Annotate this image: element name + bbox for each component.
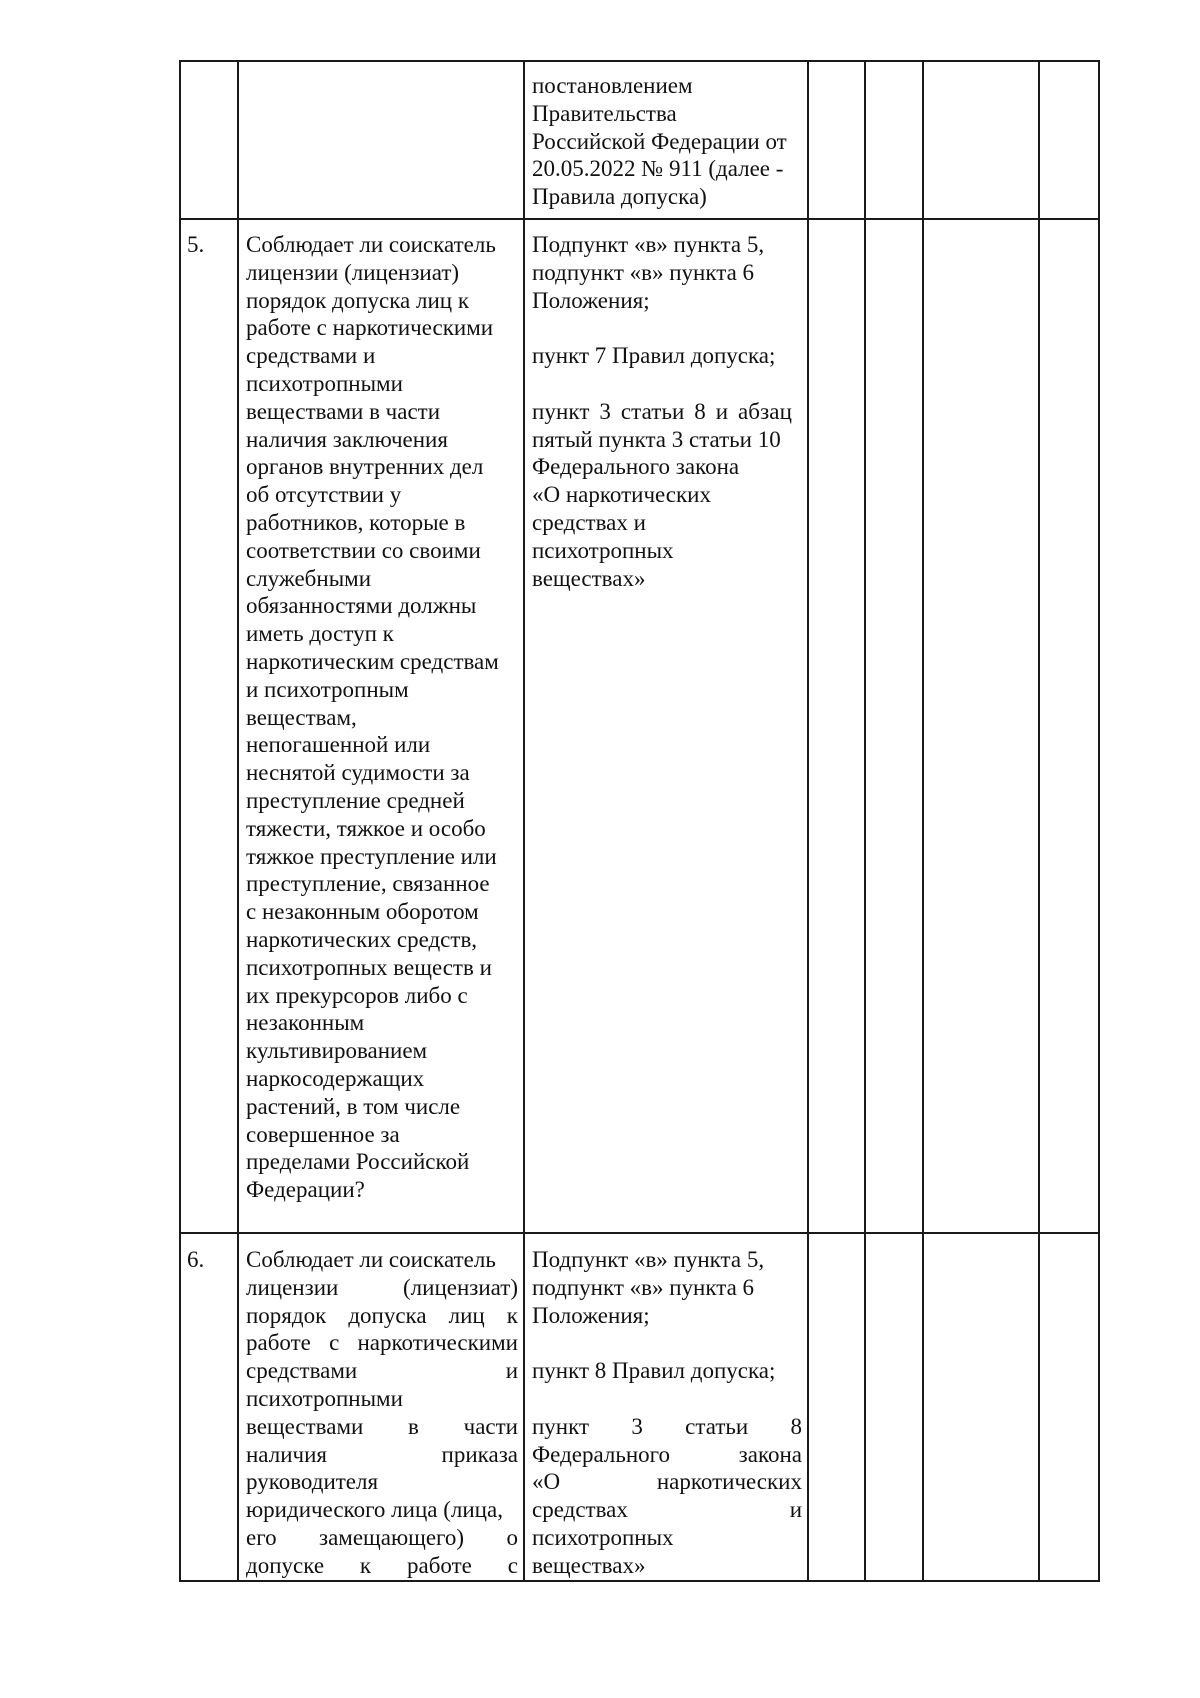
row5-number: 5. [187, 232, 205, 257]
row6-q-word: работе [407, 1552, 472, 1578]
row6-q-word: приказа [441, 1441, 518, 1467]
column-divider-4 [864, 60, 866, 1580]
row5-ref-rest: Федерального закона «О наркотических средствах и психотропных веществах» [532, 454, 740, 591]
row6-q-word: в [408, 1413, 419, 1439]
row6-q-word: лицензии [246, 1274, 339, 1300]
row6-q-word: наркотическими [357, 1330, 518, 1356]
column-divider-1 [237, 60, 239, 1580]
row6-q-word: с [507, 1552, 518, 1578]
row6-q-line2 [246, 1274, 518, 1302]
row6-ref-line3 [532, 1468, 802, 1496]
row6-ref-block2: пункт 8 Правил допуска; [532, 1358, 776, 1384]
row6-q-word: лиц [448, 1302, 485, 1328]
row6-q-word: к [359, 1552, 372, 1578]
row6-ref-block1: Подпункт «в» пункта 5, подпункт «в» пункта 6 Положения; [532, 1247, 765, 1328]
table-border-bottom [179, 1580, 1100, 1582]
table-border-top [179, 60, 1100, 62]
row6-ref-line5: психотропных [532, 1524, 674, 1550]
row5-reference [532, 231, 802, 592]
row6-q-word: средствами [246, 1358, 358, 1384]
row5-ref-line1: пункт 3 статьи 8 и абзац [532, 398, 793, 424]
row6-number: 6. [187, 1247, 205, 1272]
row6-q-word: порядок [246, 1302, 327, 1328]
row6-q-word: (лицензиат) [403, 1274, 518, 1300]
row6-q-word: замещающего) [318, 1524, 465, 1550]
row6-question [246, 1246, 518, 1580]
row5-ref-block1: Подпункт «в» пункта 5, подпункт «в» пункта 6 Положения; [532, 232, 765, 313]
row6-q-word: допуска [348, 1302, 427, 1328]
row6-q-line4 [246, 1329, 518, 1357]
table-border-left [179, 60, 181, 1580]
column-divider-5 [922, 60, 924, 1580]
row6-ref-word: 3 [631, 1413, 643, 1439]
row6-q-word: о [506, 1524, 518, 1550]
row6-ref-block3 [532, 1413, 802, 1580]
row6-q-line11 [246, 1524, 518, 1552]
row-cont-reference: постановлением Правительства Российской Федерации от 20.05.2022 № 911 (далее - Правила допуска) [532, 73, 787, 210]
row6-q-word: работе [246, 1330, 311, 1356]
row6-q-word: и [505, 1358, 518, 1384]
row5-question: Соблюдает ли соискатель лицензии (лицензиат) порядок допуска лиц к работе с наркотическими средствами и психотропными веществами в части наличия заключения органов внутренних дел об отсутствии у работников, которые в соответствии со своими служебными обязанностями должны иметь доступ к наркотическим средствам и психотропным веществам, непогашенной или неснятой судимости за преступление средней тяжести, тяжкое и особо тяжкое преступление или преступление, связанное с незаконным оборотом наркотических средств, психотропных веществ и их прекурсоров либо с незаконным культивированием наркосодержащих растений, в том числе совершенное за пределами Российской Федерации? [246, 232, 499, 1203]
row6-q-word: допуске [246, 1552, 325, 1578]
row6-ref-line2 [532, 1441, 802, 1469]
row6-ref-line1 [532, 1413, 802, 1441]
row6-q-line6: психотропными [246, 1385, 403, 1411]
row6-q-line8 [246, 1441, 518, 1469]
row6-q-word: веществами [246, 1413, 364, 1439]
column-divider-2 [523, 60, 525, 1580]
row-divider-2 [179, 1232, 1100, 1234]
row5-ref-block3 [532, 398, 802, 593]
row5-ref-line2: пятый пункта 3 статьи 10 [532, 426, 781, 452]
row6-q-line5 [246, 1357, 518, 1385]
row6-ref-word: пункт [532, 1413, 590, 1439]
row6-q-line7 [246, 1413, 518, 1441]
row-divider-1 [179, 218, 1100, 220]
row6-q-line12 [246, 1552, 518, 1580]
row6-q-line10: юридического лица (лица, [246, 1497, 503, 1523]
row6-ref-word: средствах [532, 1497, 628, 1523]
row6-q-line3 [246, 1302, 518, 1330]
row6-q-word: его [246, 1524, 277, 1550]
row6-q-line9: руководителя [246, 1469, 379, 1495]
table-border-right [1098, 60, 1100, 1580]
row6-ref-line4 [532, 1496, 802, 1524]
row6-q-word: к [506, 1302, 518, 1328]
row6-ref-word: 8 [790, 1413, 802, 1439]
row6-q-word: с [329, 1330, 340, 1356]
row6-ref-word: Федерального [532, 1441, 671, 1467]
row6-ref-line6: веществах» [532, 1552, 646, 1578]
row6-reference [532, 1246, 802, 1580]
row6-q-word: наличия [246, 1441, 327, 1467]
row6-ref-word: статьи [685, 1413, 749, 1439]
row6-ref-word: и [789, 1497, 802, 1523]
row6-ref-word: наркотических [656, 1469, 802, 1495]
column-divider-6 [1038, 60, 1040, 1580]
row6-ref-word: «О [532, 1469, 561, 1495]
row5-ref-block2: пункт 7 Правил допуска; [532, 343, 776, 369]
row6-q-line1: Соблюдает ли соискатель [246, 1247, 496, 1272]
column-divider-3 [807, 60, 809, 1580]
row6-ref-word: закона [738, 1441, 802, 1467]
row6-q-word: части [463, 1413, 518, 1439]
